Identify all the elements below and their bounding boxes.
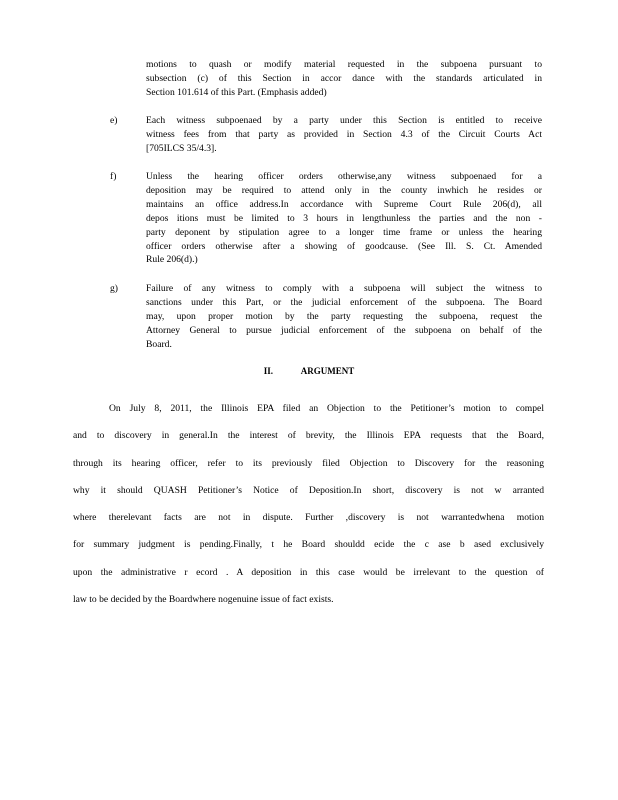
paragraph-line: through its hearing officer, refer to its previously filed Objection to Discovery for the reasoning — [73, 457, 544, 469]
paragraph-line: upon the administrative r ecord . A deposition in this case would be irrelevant to the question of — [73, 566, 544, 578]
paragraph-line: [705ILCS 35/4.3]. — [146, 142, 217, 154]
list-item-letter: f) — [110, 171, 117, 182]
list-item — [146, 170, 542, 267]
list-item-letter: g) — [110, 283, 118, 294]
paragraph-line: Unless the hearing officer orders otherwise,any witness subpoenaed for a — [146, 171, 542, 182]
paragraph-line: Section 101.614 of this Part. (Emphasis added) — [146, 86, 327, 98]
paragraph-line: why it should QUASH Petitioner’s Notice of Deposition.In short, discovery is not w arranted — [73, 484, 544, 496]
paragraph-line: and to discovery in general.In the interest of brevity, the Illinois EPA requests that the Board, — [73, 430, 544, 442]
paragraph-line: may, upon proper motion by the party requesting the subpoena, request the — [146, 310, 542, 322]
paragraph-line: party deponent by stipulation agree to a longer time frame or unless the hearing — [146, 226, 542, 238]
paragraph-line: depos itions must be limited to 3 hours in lengthunless the parties and the non - — [146, 212, 542, 224]
paragraph-line: Rule 206(d).) — [146, 254, 198, 266]
paragraph-line: Board. — [146, 338, 172, 350]
paragraph-line: law to be decided by the Boardwhere nogenuine issue of fact exists. — [73, 594, 334, 606]
paragraph-line: motions to quash or modify material requested in the subpoena pursuant to — [146, 59, 542, 70]
paragraph-line: where therelevant facts are not in dispute. Further ,discovery is not warrantedwhena motion — [73, 512, 544, 524]
paragraph-line: Each witness subpoenaed by a party under this Section is entitled to receive — [146, 115, 542, 126]
list-item-letter: e) — [110, 115, 118, 126]
paragraph-line: On July 8, 2011, the Illinois EPA filed an Objection to the Petitioner’s motion to compel — [109, 403, 544, 414]
paragraph-line: officer orders otherwise after a showing of goodcause. (See Ill. S. Ct. Amended — [146, 240, 542, 252]
paragraph-line: Failure of any witness to comply with a subpoena will subject the witness to — [146, 283, 542, 294]
argument-paragraph — [73, 402, 544, 620]
paragraph-line: Attorney General to pursue judicial enforcement of the subpoena on behalf of the — [146, 324, 542, 336]
paragraph-line: witness fees from that party as provided in Section 4.3 of the Circuit Courts Act — [146, 128, 542, 140]
paragraph-line: for summary judgment is pending.Finally, t he Board shouldd ecide the c ase b ased exclusively — [73, 539, 544, 551]
paragraph-line: maintains an office address.In accordance with Supreme Court Rule 206(d), all — [146, 198, 542, 210]
paragraph-line: deposition may be required to attend only in the county inwhich he resides or — [146, 184, 542, 196]
paragraph-line: subsection (c) of this Section in accor dance with the standards articulated in — [146, 72, 542, 84]
section-heading: II. ARGUMENT — [263, 366, 355, 376]
list-item — [146, 282, 542, 352]
continued-paragraph — [146, 58, 542, 100]
paragraph-line: sanctions under this Part, or the judicial enforcement of the subpoena. The Board — [146, 296, 542, 308]
list-item — [146, 114, 542, 156]
